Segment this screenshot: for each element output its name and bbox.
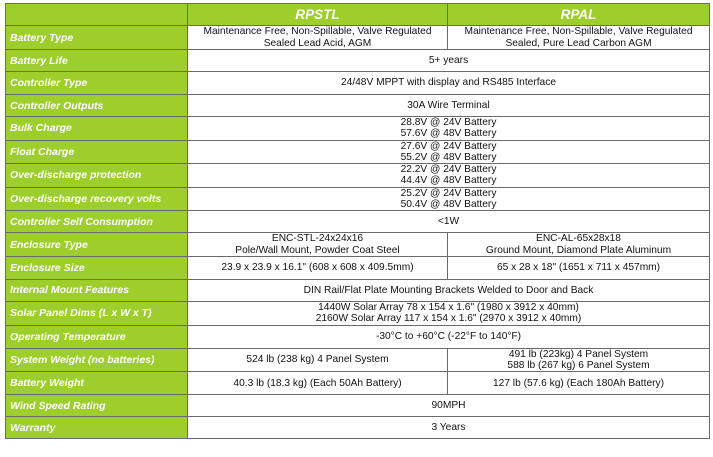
spec-row xyxy=(6,372,710,395)
spec-value-shared xyxy=(188,72,710,95)
spec-value-shared xyxy=(188,279,710,301)
spec-label: Over-discharge protection xyxy=(6,164,188,188)
spec-value-rpstl xyxy=(188,256,448,279)
spec-row xyxy=(6,140,710,164)
value-line: 90MPH xyxy=(431,400,466,411)
value-line: 524 lb (238 kg) 4 Panel System xyxy=(246,354,389,366)
value-line: 3 Years xyxy=(431,422,466,433)
spec-value-shared xyxy=(188,117,710,141)
value-line: 28.8V @ 24V Battery xyxy=(400,117,497,128)
spec-label: Solar Panel Dims (L x W x T) xyxy=(6,301,188,325)
spec-value-rpstl xyxy=(188,348,448,372)
value-line: 40.3 lb (18.3 kg) (Each 50Ah Battery) xyxy=(233,377,402,389)
value-line: Pole/Wall Mount, Powder Coat Steel xyxy=(235,244,400,256)
spec-value-rpal xyxy=(448,256,710,279)
value-line: ENC-AL-65x28x18 xyxy=(536,233,621,245)
value-line: 27.6V @ 24V Battery xyxy=(400,140,497,152)
spec-row xyxy=(6,117,710,141)
spec-row xyxy=(6,325,710,348)
value-line: Sealed Lead Acid, AGM xyxy=(263,37,372,49)
value-line: ENC-STL-24x24x16 xyxy=(271,233,364,245)
value-line: 22.2V @ 24V Battery xyxy=(400,164,497,176)
value-line: 50.4V @ 48V Battery xyxy=(400,199,497,211)
spec-table xyxy=(5,3,710,439)
spec-row xyxy=(6,301,710,325)
spec-row xyxy=(6,279,710,301)
spec-row xyxy=(6,164,710,188)
value-line: 588 lb (267 kg) 6 Panel System xyxy=(507,359,650,371)
value-line: 44.4V @ 48V Battery xyxy=(400,175,497,187)
value-line: 25.2V @ 24V Battery xyxy=(400,187,497,199)
value-line: DIN Rail/Flat Plate Mounting Brackets Welded to Door and Back xyxy=(303,284,594,296)
spec-label: Controller Outputs xyxy=(6,95,188,117)
spec-row xyxy=(6,395,710,417)
value-line: 24/48V MPPT with display and RS485 Interface xyxy=(340,77,556,89)
spec-row xyxy=(6,211,710,233)
value-line: Maintenance Free, Non-Spillable, Valve Regulated xyxy=(464,26,693,38)
value-line: <1W xyxy=(437,216,460,228)
spec-row xyxy=(6,72,710,95)
spec-label: Enclosure Size xyxy=(6,256,188,279)
value-line: Ground Mount, Diamond Plate Aluminum xyxy=(485,244,672,256)
spec-label: Enclosure Type xyxy=(6,233,188,257)
header-blank-cell xyxy=(6,4,188,26)
spec-value-rpal xyxy=(448,233,710,257)
spec-row xyxy=(6,50,710,72)
value-line: Sealed, Pure Lead Carbon AGM xyxy=(505,37,652,49)
spec-label: Controller Type xyxy=(6,72,188,95)
spec-label: System Weight (no batteries) xyxy=(6,348,188,372)
spec-label: Operating Temperature xyxy=(6,325,188,348)
spec-label: Internal Mount Features xyxy=(6,279,188,301)
spec-value-shared xyxy=(188,140,710,164)
value-line: 1440W Solar Array 78 x 154 x 1.6" (1980 x 3912 x 40mm) xyxy=(318,301,579,313)
spec-value-shared xyxy=(188,417,710,439)
spec-label: Battery Type xyxy=(6,26,188,50)
spec-row xyxy=(6,348,710,372)
spec-label: Bulk Charge xyxy=(6,117,188,141)
value-line: 30A Wire Terminal xyxy=(407,99,490,111)
spec-label: Float Charge xyxy=(6,140,188,164)
spec-value-rpstl xyxy=(188,372,448,395)
spec-value-shared xyxy=(188,325,710,348)
spec-body xyxy=(6,26,710,439)
spec-value-rpal xyxy=(448,26,710,50)
spec-value-rpal xyxy=(448,348,710,372)
spec-label: Warranty xyxy=(6,417,188,439)
spec-label: Controller Self Consumption xyxy=(6,211,188,233)
value-line: 2160W Solar Array 117 x 154 x 1.6" (2970 x 3912 x 40mm) xyxy=(315,313,582,325)
spec-label: Battery Weight xyxy=(6,372,188,395)
spec-row xyxy=(6,95,710,117)
spec-row xyxy=(6,233,710,257)
spec-row xyxy=(6,256,710,279)
value-line: 57.6V @ 48V Battery xyxy=(400,128,497,140)
value-line: 65 x 28 x 18" (1651 x 711 x 457mm) xyxy=(496,262,661,274)
spec-value-rpal xyxy=(448,372,710,395)
header-row xyxy=(6,4,710,26)
spec-value-shared xyxy=(188,301,710,325)
value-line: Maintenance Free, Non-Spillable, Valve Regulated xyxy=(203,26,432,38)
spec-value-shared xyxy=(188,187,710,211)
spec-row xyxy=(6,417,710,439)
spec-value-rpstl xyxy=(188,233,448,257)
spec-value-shared xyxy=(188,50,710,72)
value-line: 127 lb (57.6 kg) (Each 180Ah Battery) xyxy=(492,377,665,389)
spec-value-shared xyxy=(188,395,710,417)
value-line: -30°C to +60°C (-22°F to 140°F) xyxy=(375,330,522,342)
spec-row xyxy=(6,187,710,211)
spec-label: Battery Life xyxy=(6,50,188,72)
value-line: 55.2V @ 48V Battery xyxy=(400,151,497,163)
spec-label: Over-discharge recovery volts xyxy=(6,187,188,211)
spec-value-shared xyxy=(188,211,710,233)
value-line: 5+ years xyxy=(428,54,469,66)
spec-label: Wind Speed Rating xyxy=(6,395,188,417)
spec-row xyxy=(6,26,710,50)
value-line: 491 lb (223kg) 4 Panel System xyxy=(508,348,649,360)
header-rpal: RPAL xyxy=(448,4,710,26)
value-line: 23.9 x 23.9 x 16.1" (608 x 608 x 409.5mm) xyxy=(221,262,414,274)
spec-value-shared xyxy=(188,164,710,188)
header-rpstl: RPSTL xyxy=(188,4,448,26)
spec-value-rpstl xyxy=(188,26,448,50)
spec-value-shared xyxy=(188,95,710,117)
